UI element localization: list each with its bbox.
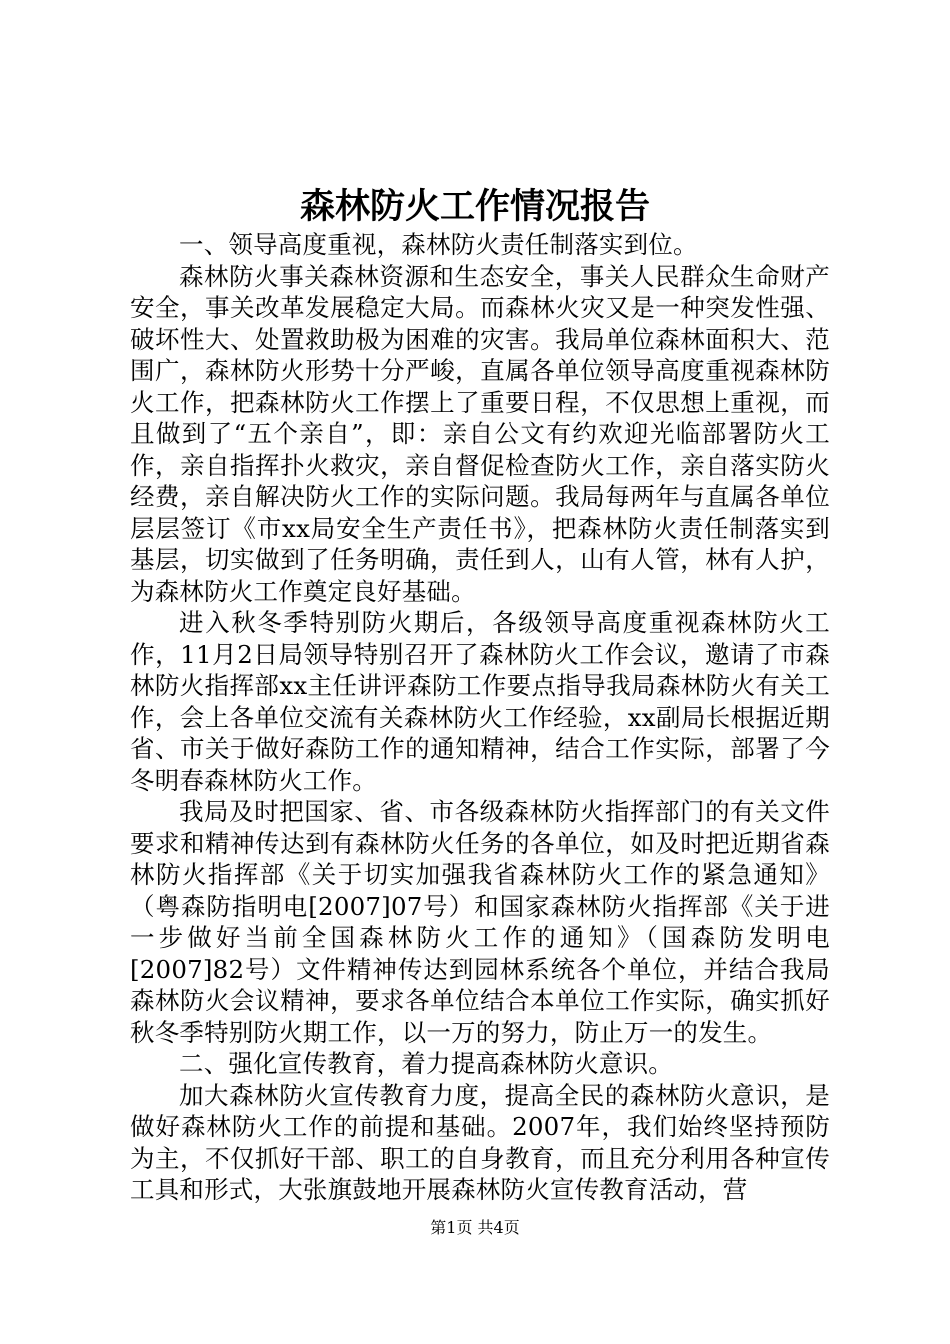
section-heading-2: 二、强化宣传教育，着力提高森林防火意识。 bbox=[179, 1049, 673, 1078]
paragraph: 我局及时把国家、省、市各级森林防火指挥部门的有关文件要求和精神传达到有森林防火任务的各单位，如及时把近期省森林防火指挥部《关于切实加强我省森林防火工作的紧急通知》（粤森防指明电[2007]07号）和国家森林防火指挥部《关于进一步做好当前全国森林防火工作的通知》（国森防发明电[2007]82号）文件精神传达到园林系统各个单位，并结合我局森林防火会议精神，要求各单位结合本单位工作实际，确实抓好秋冬季特别防火期工作，以一万的努力，防止万一的发生。 bbox=[130, 797, 830, 1047]
document-body bbox=[130, 229, 830, 1206]
section-heading-1: 一、领导高度重视，森林防火责任制落实到位。 bbox=[179, 230, 698, 259]
document-title: 森林防火工作情况报告 bbox=[299, 186, 650, 227]
page-number: 第1页 共4页 bbox=[430, 1218, 520, 1237]
paragraph: 加大森林防火宣传教育力度，提高全民的森林防火意识，是做好森林防火工作的前提和基础。2007年，我们始终坚持预防为主，不仅抓好干部、职工的自身教育，而且充分利用各种宣传工具和形式，大张旗鼓地开展森林防火宣传教育活动，营 bbox=[130, 1080, 830, 1204]
paragraph: 进入秋冬季特别防火期后，各级领导高度重视森林防火工作，11月2日局领导特别召开了森林防火工作会议，邀请了市森林防火指挥部xx主任讲评森防工作要点指导我局森林防火有关工作，会上各单位交流有关森林防火工作经验，xx副局长根据近期省、市关于做好森防工作的通知精神，结合工作实际，部署了今冬明春森林防火工作。 bbox=[130, 608, 830, 795]
paragraph: 森林防火事关森林资源和生态安全，事关人民群众生命财产安全，事关改革发展稳定大局。而森林火灾又是一种突发性强、破坏性大、处置救助极为困难的灾害。我局单位森林面积大、范围广，森林防火形势十分严峻，直属各单位领导高度重视森林防火工作，把森林防火工作摆上了重要日程，不仅思想上重视，而且做到了“五个亲自”，即：亲自公文有约欢迎光临部署防火工作，亲自指挥扑火救灾，亲自督促检查防火工作，亲自落实防火经费，亲自解决防火工作的实际问题。我局每两年与直属各单位层层签订《市xx局安全生产责任书》，把森林防火责任制落实到基层，切实做到了任务明确，责任到人，山有人管，林有人护，为森林防火工作奠定良好基础。 bbox=[130, 261, 830, 606]
